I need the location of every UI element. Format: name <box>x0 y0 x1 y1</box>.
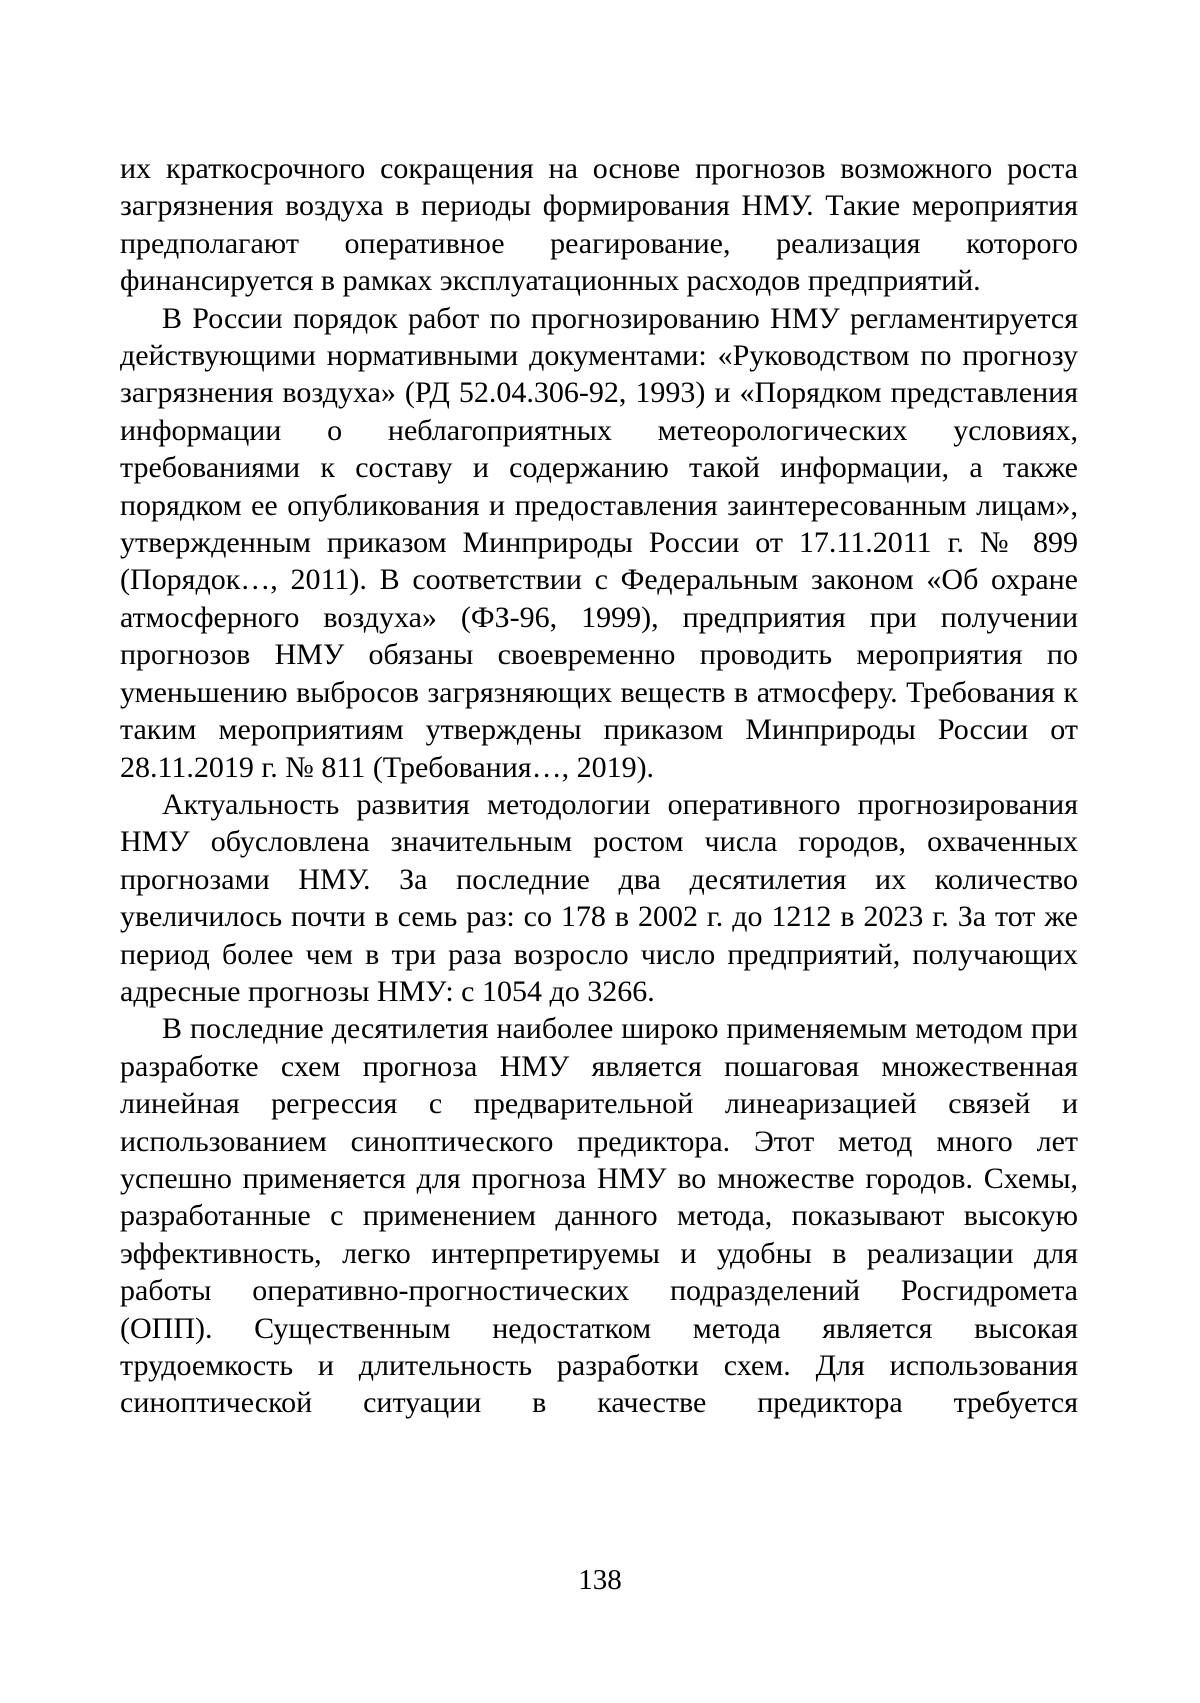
paragraph-regulations: В России порядок работ по прогнозированию НМУ регламентируется действующими нормативными документами: «Руководством по прогнозу загрязнения воздуха» (РД 52.04.306-92, 1993) и «Порядком представления информации о неблагоприятных метеорологических условиях, требованиями к составу и содержанию такой информации, а также порядком ее опубликования и предоставления заинтересованным лицам», утвержденным приказом Минприроды России от 17.11.2011 г. № 899 (Порядок…, 2011). В соответствии с Федеральным законом «Об охране атмосферного воздуха» (ФЗ-96, 1999), предприятия при получении прогнозов НМУ обязаны своевременно проводить мероприятия по уменьшению выбросов загрязняющих веществ в атмосферу. Требования к таким мероприятиям утверждены приказом Минприроды России от 28.11.2019 г. № 811 (Требования…, 2019). <box>120 301 1078 784</box>
paragraph-continuation: их краткосрочного сокращения на основе прогнозов возможного роста загрязнения воздуха в периоды формирования НМУ. Такие мероприятия предполагают оперативное реагирование, реализация которого финансируется в рамках эксплуатационных расходов предприятий. <box>120 152 1078 298</box>
paragraph-method: В последние десятилетия наиболее широко применяемым методом при разработке схем прогноза НМУ является пошаговая множественная линейная регрессия с предварительной линеаризацией связей и использованием синоптического предиктора. Этот метод много лет успешно применяется для прогноза НМУ во множестве городов. Схемы, разработанные с применением данного метода, показывают высокую эффективность, легко интерпретируемы и удобны в реализации для работы оперативно-прогностических подразделений Росгидромета (ОПП). Существенным недостатком метода является высокая трудоемкость и длительность разработки схем. Для использования синоптической ситуации в качестве предиктора требуется <box>120 1012 1078 1420</box>
paragraph-relevance: Актуальность развития методологии оперативного прогнозирования НМУ обусловлена значительным ростом числа городов, охваченных прогнозами НМУ. За последние два десятилетия их количество увеличилось почти в семь раз: со 178 в 2002 г. до 1212 в 2023 г. За тот же период более чем в три раза возросло число предприятий, получающих адресные прогнозы НМУ: с 1054 до 3266. <box>120 787 1078 1008</box>
page-number: 138 <box>578 1564 622 1596</box>
body-text <box>120 150 1078 1422</box>
